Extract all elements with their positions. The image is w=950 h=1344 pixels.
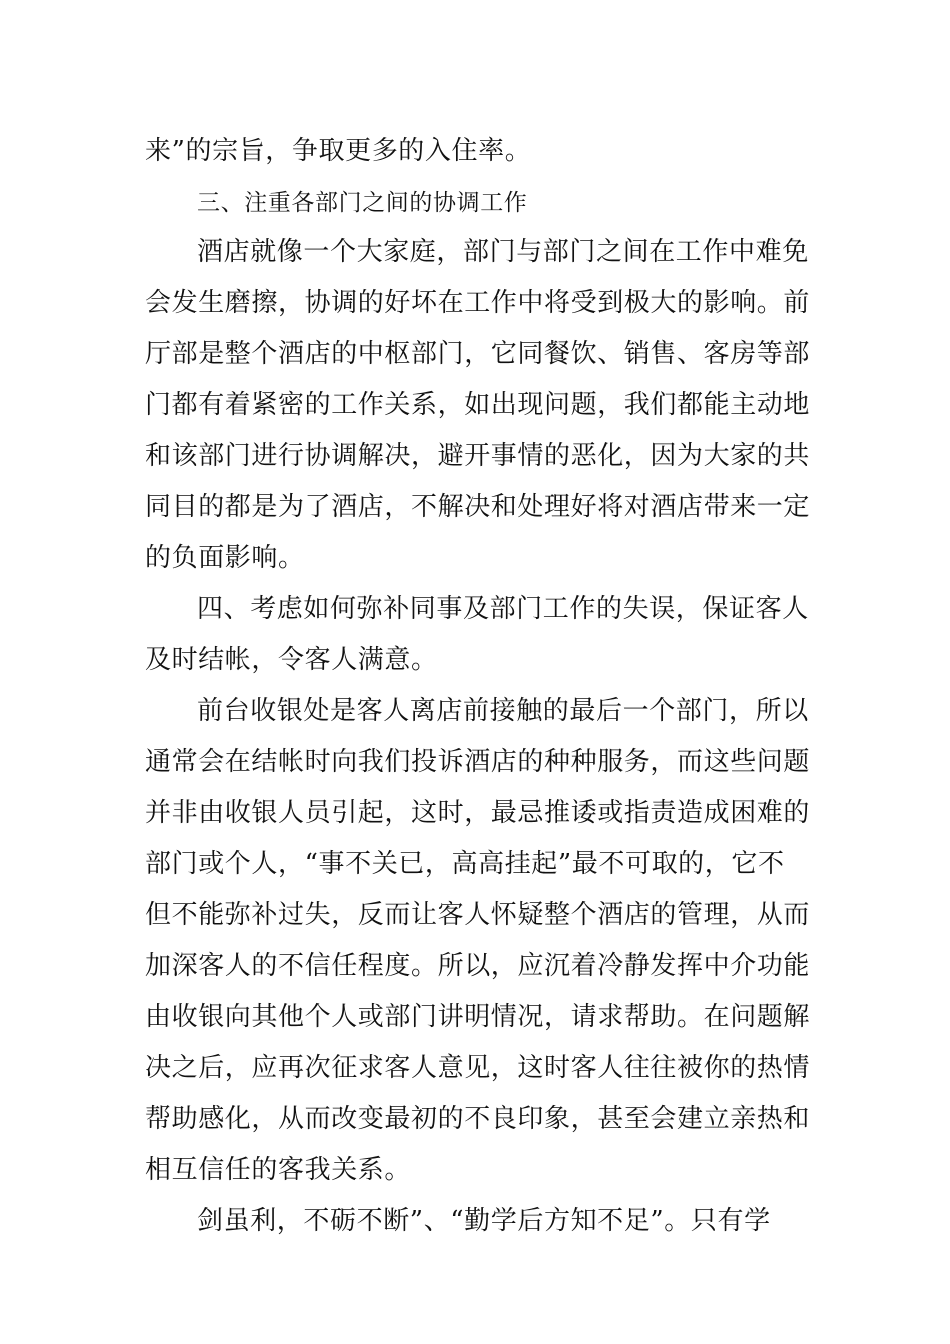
text-line: 相互信任的客我关系。 (145, 1155, 412, 1185)
text-line: 会发生磨擦，协调的好坏在工作中将受到极大的影响。前 (145, 288, 811, 318)
text-line: 部门或个人，“事不关已，高高挂起”最不可取的，它不 (145, 849, 785, 879)
text-line: 由收银向其他个人或部门讲明情况，请求帮助。在问题解 (145, 1002, 811, 1032)
text-line: 酒店就像一个大家庭，部门与部门之间在工作中难免 (197, 237, 809, 267)
text-line: 剑虽利，不砺不断”、“勤学后方知不足”。只有学 (197, 1206, 771, 1236)
text-line: 加深客人的不信任程度。所以，应沉着冷静发挥中介功能 (145, 951, 811, 981)
text-line: 的负面影响。 (145, 543, 305, 573)
text-line: 和该部门进行协调解决，避开事情的恶化，因为大家的共 (145, 441, 811, 471)
text-line: 来”的宗旨，争取更多的入住率。 (145, 136, 532, 166)
text-line: 同目的都是为了酒店，不解决和处理好将对酒店带来一定 (145, 492, 811, 522)
text-line: 及时结帐，令客人满意。 (145, 645, 438, 675)
text-line: 前台收银处是客人离店前接触的最后一个部门，所以 (197, 696, 809, 726)
text-line: 并非由收银人员引起，这时，最忌推诿或指责造成困难的 (145, 798, 811, 828)
text-line: 帮助感化，从而改变最初的不良印象，甚至会建立亲热和 (145, 1104, 811, 1134)
text-line: 决之后，应再次征求客人意见，这时客人往往被你的热情 (145, 1053, 811, 1083)
section-heading-3: 三、注重各部门之间的协调工作 (197, 190, 528, 216)
text-line: 门都有着紧密的工作关系，如出现问题，我们都能主动地 (145, 390, 811, 420)
text-line: 但不能弥补过失，反而让客人怀疑整个酒店的管理，从而 (145, 900, 811, 930)
section-heading-4: 四、考虑如何弥补同事及部门工作的失误，保证客人 (197, 594, 809, 624)
text-line: 厅部是整个酒店的中枢部门，它同餐饮、销售、客房等部 (145, 339, 811, 369)
text-line: 通常会在结帐时向我们投诉酒店的种种服务，而这些问题 (145, 747, 811, 777)
